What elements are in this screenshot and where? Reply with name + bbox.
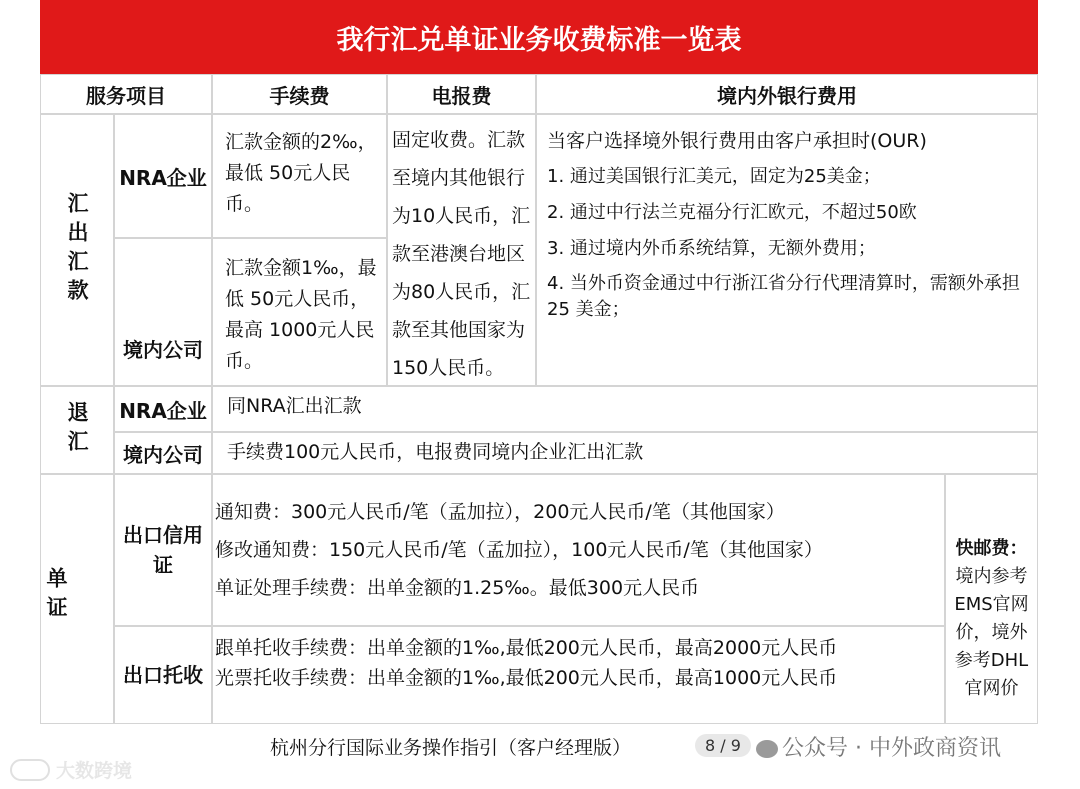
page-footer (0, 727, 1080, 767)
header-bank-fee: 境内外银行费用 (536, 74, 1038, 114)
watermark-account-text: 公众号 · 中外政商资讯 (782, 736, 1001, 761)
bank-fee-item-3: 3. 通过境内外币系统结算，无额外费用； (547, 238, 876, 259)
watermark-brand-text: 大数跨境 (56, 760, 133, 782)
watermark-account (756, 731, 1001, 762)
refund-domestic-label: 境内公司 (114, 432, 212, 474)
group-refund: 退汇 (40, 386, 114, 474)
refund-nra-label: NRA企业 (114, 386, 212, 432)
lc-processing-fee: 单证处理手续费：出单金额的1.25‰。最低300元人民币 (215, 577, 700, 599)
header-service: 服务项目 (40, 74, 212, 114)
express-text: 境内参考EMS官网价，境外参考DHL官网价 (954, 566, 1029, 699)
fee-table (40, 74, 1038, 724)
clean-collection-fee: 光票托收手续费：出单金额的1‰,最低200元人民币，最高1000元人民币 (215, 667, 838, 689)
table-title: 我行汇兑单证业务收费标准一览表 (40, 0, 1038, 74)
documentary-collection-fee: 跟单托收手续费：出单金额的1‰,最低200元人民币，最高2000元人民币 (215, 637, 838, 659)
page-indicator: 8 / 9 (695, 734, 751, 757)
doc-lc-label: 出口信用证 (114, 474, 212, 626)
lc-notice-fee: 通知费：300元人民币/笔（孟加拉），200元人民币/笔（其他国家） (215, 501, 785, 523)
bank-fee-item-4: 4. 当外币资金通过中行浙江省分行代理清算时，需额外承担25 美金； (547, 273, 1020, 320)
manual-title: 杭州分行国际业务操作指引（客户经理版） (270, 737, 632, 759)
header-telex: 电报费 (387, 74, 536, 114)
bank-fee-item-2: 2. 通过中行法兰克福分行汇欧元，不超过50欧 (547, 202, 917, 223)
header-fee: 手续费 (212, 74, 387, 114)
remit-nra-label: NRA企业 (114, 114, 212, 238)
remit-bank-fee (536, 114, 1038, 386)
wechat-icon (756, 740, 778, 758)
group-remit-out: 汇出汇款 (40, 114, 114, 386)
refund-domestic-text: 手续费100元人民币，电报费同境内企业汇出汇款 (212, 432, 1038, 474)
doc-lc-fees (212, 474, 945, 626)
express-title: 快邮费： (955, 538, 1028, 559)
remit-domestic-label: 境内公司 (114, 238, 212, 386)
doc-collection-fees (212, 626, 945, 724)
refund-nra-text: 同NRA汇出汇款 (212, 386, 1038, 432)
brand-logo-icon (10, 759, 50, 781)
group-documents: 单证 (40, 474, 114, 724)
doc-express-fee (945, 474, 1038, 724)
remit-nra-fee: 汇款金额的2‰， 最低 50元人民币。 (212, 114, 387, 238)
watermark-brand (10, 756, 132, 783)
lc-amend-fee: 修改通知费：150元人民币/笔（孟加拉），100元人民币/笔（其他国家） (215, 539, 823, 561)
bank-fee-intro: 当客户选择境外银行费用由客户承担时(OUR) (547, 130, 927, 152)
remit-domestic-fee: 汇款金额1‰，最低 50元人民币，最高 1000元人民币。 (212, 238, 387, 386)
remit-telex-fee: 固定收费。汇款至境内其他银行为10人民币，汇款至港澳台地区为80人民币，汇款至其他国家为150人民币。 (387, 114, 536, 386)
bank-fee-item-1: 1. 通过美国银行汇美元，固定为25美金； (547, 166, 881, 187)
doc-collection-label: 出口托收 (114, 626, 212, 724)
